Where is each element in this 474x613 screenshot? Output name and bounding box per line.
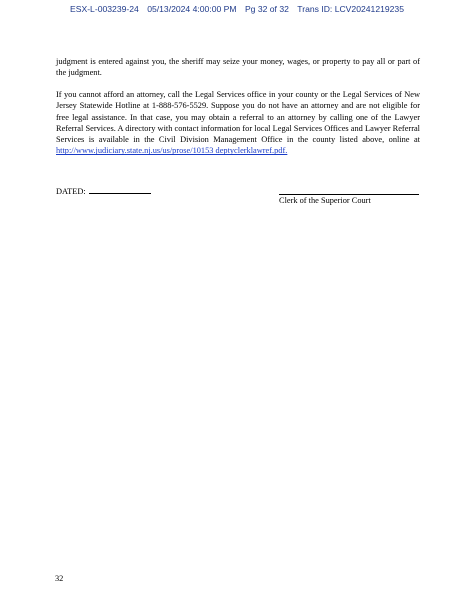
dated-blank-line [89,185,151,194]
dated-label: DATED: [56,187,86,196]
filing-page: Pg 32 of 32 [244,4,289,14]
docket-number: ESX-L-003239-24 [70,4,139,14]
signature-line [279,194,419,195]
dated-field [56,185,151,196]
transaction-id: Trans ID: LCV20241219235 [297,4,404,14]
clerk-signature-label: Clerk of the Superior Court [279,196,371,205]
legal-services-paragraph [56,89,420,157]
legal-services-text: If you cannot afford an attorney, call the Legal Services office in your county or the Legal Services of New Jersey Statewide Hotline at 1-888-576-5529. Suppose you do not have an attorney and are not eligible for free legal assistance. In that case, you may obtain a referral to an attorney by calling one of the Lawyer Referral Services. A directory with contact information for local Legal Services Offices and Lawyer Referral Services is available in the Civil Division Management Office in the county listed above, online at [56,90,420,145]
filing-datetime: 05/13/2024 4:00:00 PM [147,4,237,14]
judgment-paragraph: judgment is entered against you, the sheriff may seize your money, wages, or property to pay all or part of the judgment. [56,57,420,78]
page-number: 32 [55,574,64,583]
lawyer-referral-link[interactable]: http://www.judiciary.state.nj.us/us/prose/10153 deptyclerklawref.pdf. [56,146,288,156]
filing-header [0,4,474,14]
